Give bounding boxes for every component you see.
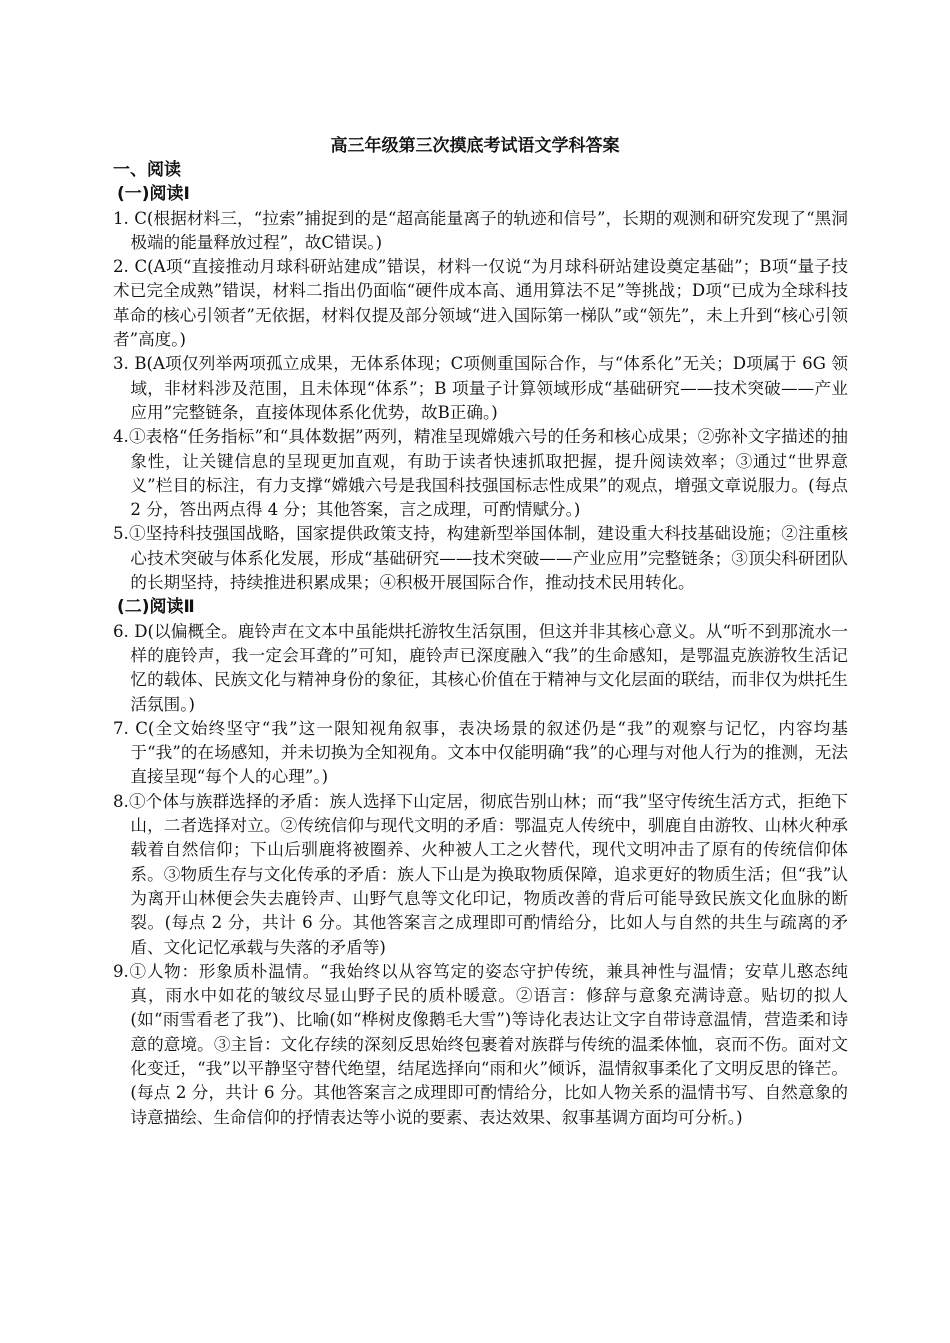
answer-q6: 6. D(以偏概全。鹿铃声在文本中虽能烘托游牧生活氛围，但这并非其核心意义。从“听不到那流水一样的鹿铃声，我一定会耳聋的”可知，鹿铃声已深度融入“我”的生命感知，是鄂温克族游牧生活记忆的载体、民族文化与精神身份的象征，其核心价值在于精神与文化层面的联结，而非仅为烘托生活氛围。) xyxy=(113,621,848,714)
answer-q4: 4.①表格“任务指标”和“具体数据”两列，精准呈现嫦娥六号的任务和核心成果；②弥补文字描述的抽象性，让关键信息的呈现更加直观，有助于读者快速抓取把握，提升阅读效率；③通过“世界意义”栏目的标注，有力支撑“嫦娥六号是我国科技强国标志性成果”的观点，增强文章说服力。(每点 2 分，答出两点得 4 分；其他答案，言之成理，可酌情赋分。) xyxy=(113,427,848,520)
part-heading-reading-1: (一)阅读Ⅰ xyxy=(117,184,190,205)
answer-q5: 5.①坚持科技强国战略，国家提供政策支持，构建新型举国体制，建设重大科技基础设施；②注重核心技术突破与体系化发展，形成“基础研究——技术突破——产业应用”完整链条；③顶尖科研团队的长期坚持，持续推进积累成果；④积极开展国际合作，推动技术民用转化。 xyxy=(113,524,848,593)
section-heading-reading: 一、阅读 xyxy=(113,160,181,180)
answer-q9: 9.①人物：形象质朴温情。“我始终以从容笃定的姿态守护传统，兼具神性与温情；安草儿憨态纯真，雨水中如花的皱纹尽显山野子民的质朴暖意。②语言：修辞与意象充满诗意。贴切的拟人(如“雨雪看老了我”)、比喻(如“桦树皮像鹅毛大雪”)等诗化表达让文字自带诗意温情，营造柔和诗意的意境。③主旨：文化存续的深刻反思始终包裹着对族群与传统的温柔体恤，哀而不伤。面对文化变迁，“我”以平静坚守替代绝望，结尾选择向“雨和火”倾诉，温情叙事柔化了文明反思的锋芒。(每点 2 分，共计 6 分。其他答案言之成理即可酌情给分，比如人物关系的温情书写、自然意象的诗意描绘、生命信仰的抒情表达等小说的要素、表达效果、叙事基调方面均可分析。) xyxy=(113,961,848,1127)
answer-content xyxy=(113,158,848,1130)
page-title: 高三年级第三次摸底考试语文学科答案 xyxy=(330,136,620,156)
answer-q3: 3. B(A项仅列举两项孤立成果，无体系体现；C项侧重国际合作，与“体系化”无关；D项属于 6G 领域，非材料涉及范围，且未体现“体系”；B 项量子计算领域形成“基础研究——技术突破——产业应用”完整链条，直接体现体系化优势，故B正确。) xyxy=(113,354,848,422)
answer-q2: 2. C(A项“直接推动月球科研站建成”错误，材料一仅说“为月球科研站建设奠定基础”；B项“量子技术已完全成熟”错误，材料二指出仍面临“硬件成本高、通用算法不足”等挑战；D项“已成为全球科技革命的核心引领者”无依据，材料仅提及部分领域“进入国际第一梯队”或“领先”，未上升到“核心引领者”高度。) xyxy=(113,257,848,350)
answer-q7: 7. C(全文始终坚守“我”这一限知视角叙事，表决场景的叙述仍是“我”的观察与记忆，内容均基于“我”的在场感知，并未切换为全知视角。文本中仅能明确“我”的心理与对他人行为的推测，无法直接呈现“每个人的心理”。) xyxy=(113,718,848,787)
answer-q1: 1. C(根据材料三，“拉索”捕捉到的是“超高能量离子的轨迹和信号”，长期的观测和研究发现了“黑洞极端的能量释放过程”，故C错误。) xyxy=(113,208,848,252)
answer-q8: 8.①个体与族群选择的矛盾：族人选择下山定居，彻底告别山林；而“我”坚守传统生活方式，拒绝下山，二者选择对立。②传统信仰与现代文明的矛盾：鄂温克人传统中，驯鹿自由游牧、山林火种承载着自然信仰；下山后驯鹿将被圈养、火种被人工之火替代，现代文明冲击了原有的传统信仰体系。③物质生存与文化传承的矛盾：族人下山是为换取物质保障，追求更好的物质生活；但“我”认为离开山林便会失去鹿铃声、山野气息等文化印记，物质改善的背后可能导致民族文化血脉的断裂。(每点 2 分，共计 6 分。其他答案言之成理即可酌情给分，比如人与自然的共生与疏离的矛盾、文化记忆承载与失落的矛盾等) xyxy=(113,791,848,957)
part-heading-reading-2: (二)阅读Ⅱ xyxy=(117,597,195,618)
